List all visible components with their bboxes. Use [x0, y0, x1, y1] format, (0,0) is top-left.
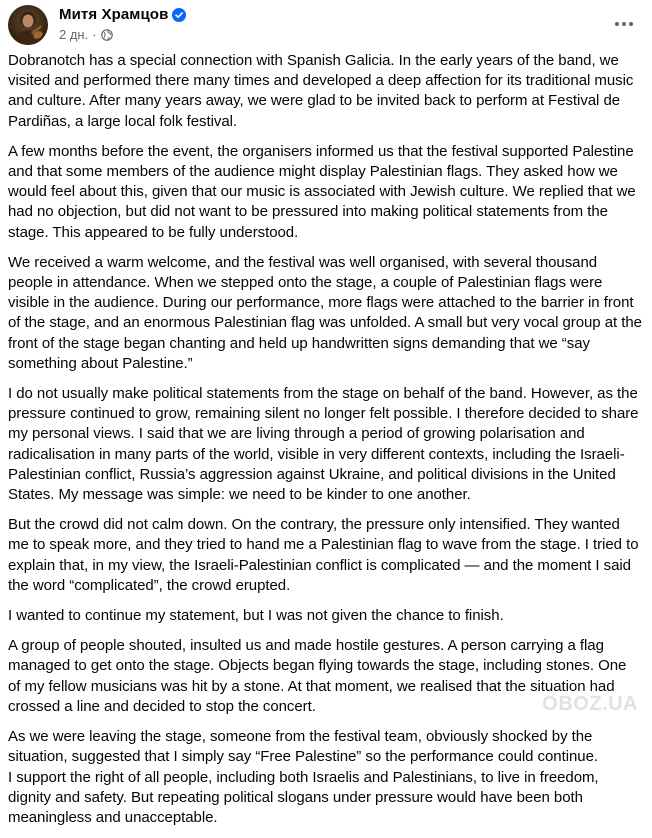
author-block — [59, 6, 186, 42]
watermark: OBOZ.UA — [542, 693, 638, 715]
post-paragraph: I support the right of all people, including both Israelis and Palestinians, to live in freedom, dignity and safety. But repeating political slogans under pressure would have been both meaningless and unacceptable. — [8, 768, 599, 826]
post-paragraph: A few months before the event, the organisers informed us that the festival supported Palestine and that some members of the audience might display Palestinian flags. They asked how we would feel about this, given that our music is associated with Jewish culture. We replied that we had no objection, but did not want to be pressured into making political statements from the stage. This appeared to be fully understood. — [8, 142, 636, 241]
meta-separator: · — [92, 27, 97, 42]
author-name[interactable]: Митя Храмцов — [59, 6, 169, 23]
post-paragraph: But the crowd did not calm down. On the contrary, the pressure only intensified. They wanted me to speak more, and they tried to hand me a Palestinian flag to wave from the stage. I tried to explain that, in my view, the Israeli-Palestinian conflict is complicated — and the moment I said the word “complicated”, the crowd erupted. — [8, 516, 639, 594]
verified-badge-icon — [172, 8, 186, 22]
post-timestamp[interactable]: 2 дн. — [59, 27, 89, 42]
globe-icon[interactable] — [101, 29, 113, 41]
post-paragraph: We received a warm welcome, and the festival was well organised, with several thousand people in attendance. When we stepped onto the stage, a couple of Palestinian flags were visible in the audience. During our performance, more flags were attached to the barrier in front of the stage, and an enormous Palestinian flag was unfolded. A small but very vocal group at the front of the stage began chanting and held up handwritten signs demanding that we “say something about Palestine.” — [8, 253, 642, 372]
post-header — [8, 0, 652, 46]
post-paragraph: I do not usually make political statements from the stage on behalf of the band. However, as the pressure continued to grow, remaining silent no longer felt possible. I therefore decided to share my personal views. I said that we are living through a period of growing polarisation and radicalisation in many parts of the world, visible in very different contexts, including the Israeli-Palestinian conflict, Russia’s aggression against Ukraine, and political divisions in the United States. My message was simple: we need to be kinder to one another. — [8, 385, 639, 504]
author-avatar[interactable] — [8, 5, 48, 45]
post-paragraph: Dobranotch has a special connection with Spanish Galicia. In the early years of the band, we visited and performed there many times and developed a deep affection for its traditional music and culture. After many years away, we were glad to be invited back to perform at Festival de Pardiñas, a large local folk festival. — [8, 52, 634, 130]
more-options-icon — [614, 21, 634, 27]
post-paragraph: As we were leaving the stage, someone from the festival team, obviously shocked by the situation, suggested that I simply say “Free Palestine” so the performance could continue. — [8, 728, 598, 766]
post-text — [8, 51, 642, 838]
avatar-photo — [8, 5, 48, 45]
post-paragraph: A group of people shouted, insulted us and made hostile gestures. A person carrying a flag managed to get onto the stage. Objects began flying towards the stage, including stones. One of my fellow musicians was hit by a stone. At that moment, we realised that the situation had crossed a line and decided to stop the concert. — [8, 637, 627, 715]
author-line — [59, 6, 186, 23]
post-paragraph: I wanted to continue my statement, but I was not given the chance to finish. — [8, 607, 504, 625]
more-options-button[interactable] — [610, 10, 638, 38]
post-meta — [59, 27, 186, 42]
